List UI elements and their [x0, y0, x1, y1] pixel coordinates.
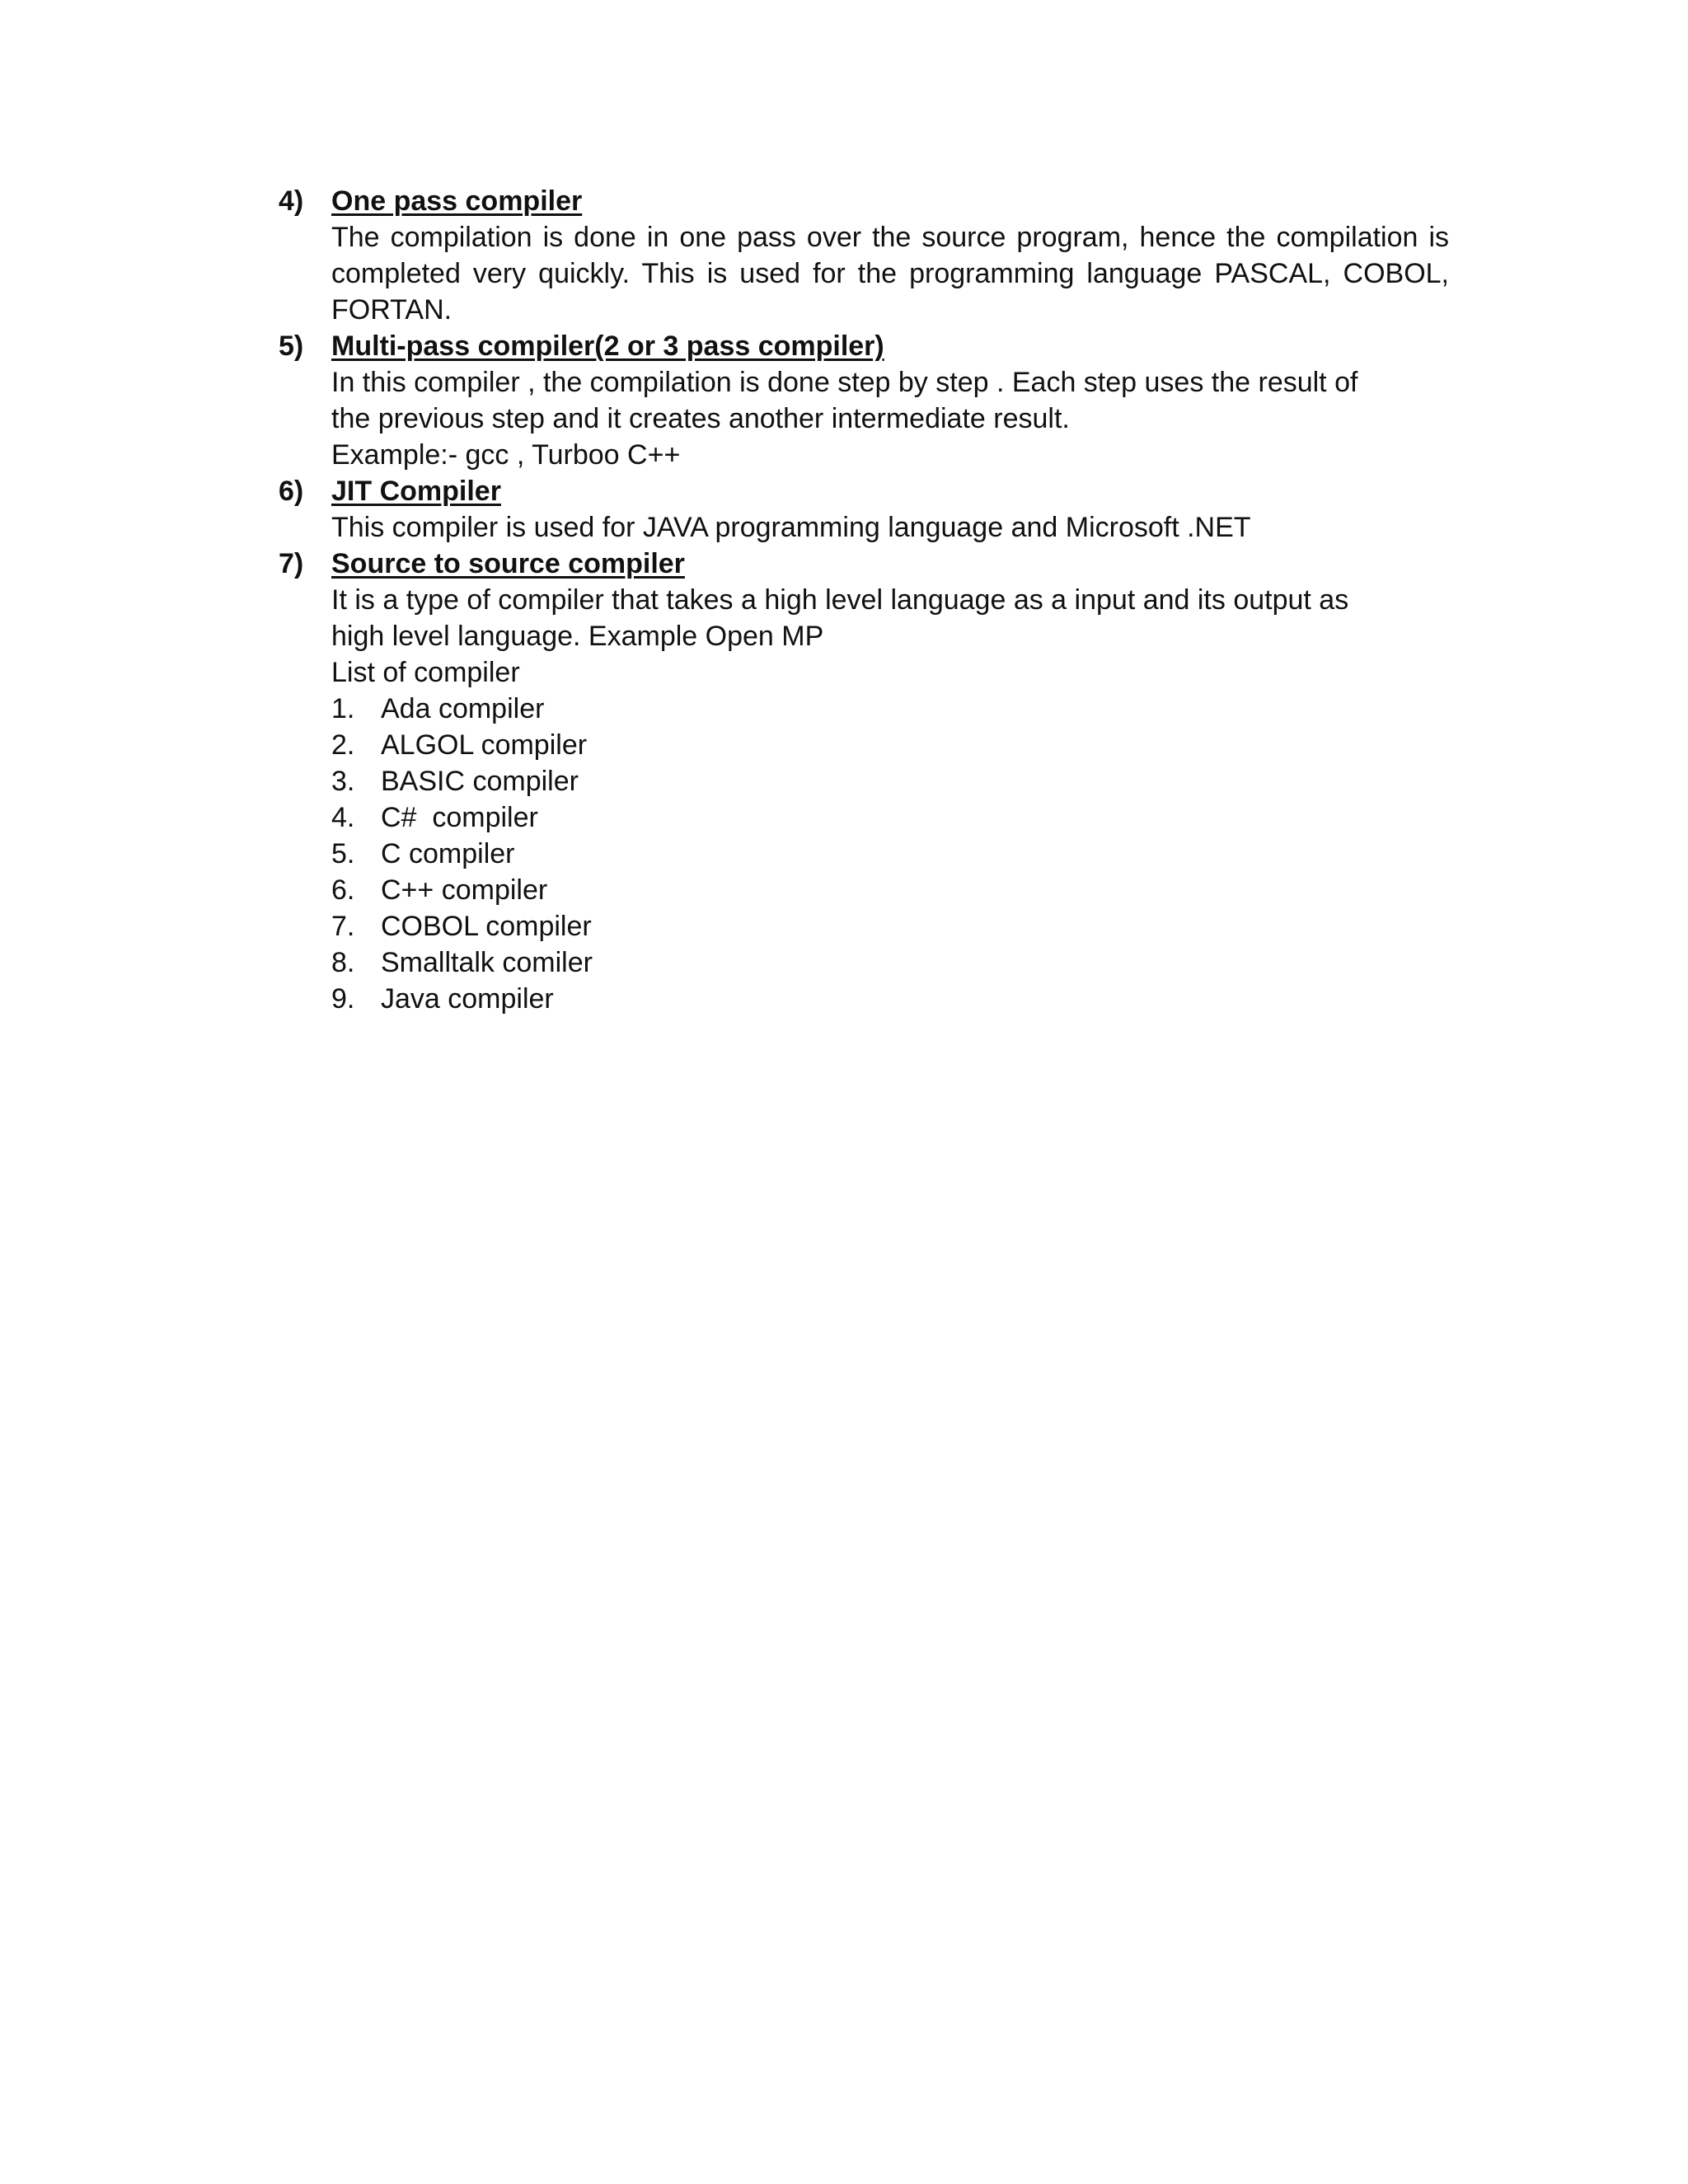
list-item-label: ALGOL compiler	[381, 729, 588, 761]
section-heading	[279, 473, 1449, 509]
list-item-label: Java compiler	[381, 983, 554, 1015]
section-jit-compiler	[279, 473, 1449, 546]
list-item-label: Smalltalk comiler	[381, 947, 593, 978]
list-item-label: BASIC compiler	[381, 766, 579, 797]
section-number: 5)	[279, 330, 304, 362]
section-one-pass-compiler	[279, 183, 1449, 328]
list-item-number: 3.	[331, 766, 355, 797]
list-item	[331, 799, 1400, 836]
list-item-number: 2.	[331, 729, 355, 761]
paragraph: It is a type of compiler that takes a high level language as a input and its output as high level language. Example Open MP	[331, 584, 1349, 652]
list-item-label: C compiler	[381, 838, 515, 869]
list-item	[331, 691, 1400, 727]
list-item	[331, 981, 1400, 1017]
list-item-label: COBOL compiler	[381, 911, 592, 942]
compiler-list	[331, 691, 1400, 1017]
section-body	[331, 364, 1449, 473]
list-item-number: 9.	[331, 983, 355, 1015]
section-title: JIT Compiler	[331, 476, 501, 507]
list-item-number: 6.	[331, 874, 355, 906]
section-title: One pass compiler	[331, 185, 583, 217]
section-heading	[279, 328, 1449, 364]
section-body	[331, 509, 1449, 546]
list-item-number: 5.	[331, 838, 355, 869]
list-item-number: 1.	[331, 693, 355, 724]
list-item	[331, 836, 1400, 872]
section-body	[331, 219, 1449, 328]
section-body	[331, 582, 1449, 1017]
list-item	[331, 872, 1400, 908]
paragraph: In this compiler , the compilation is done step by step . Each step uses the result of the previous step and it creates another intermediate result.	[331, 367, 1358, 434]
list-item-number: 8.	[331, 947, 355, 978]
list-heading: List of compiler	[331, 657, 520, 688]
section-heading	[279, 546, 1449, 582]
list-item-number: 4.	[331, 802, 355, 833]
paragraph: The compilation is done in one pass over the source program, hence the compilation is completed very quickly. This is used for the programming language PASCAL, COBOL, FORTAN.	[331, 222, 1449, 326]
list-item	[331, 908, 1400, 944]
list-item-label: C# compiler	[381, 802, 538, 833]
list-item	[331, 944, 1400, 981]
page-content	[279, 183, 1449, 1017]
section-number: 7)	[279, 548, 304, 579]
paragraph: This compiler is used for JAVA programming language and Microsoft .NET	[331, 512, 1251, 543]
section-source-to-source-compiler	[279, 546, 1449, 1017]
list-item-number: 7.	[331, 911, 355, 942]
section-number: 4)	[279, 185, 304, 217]
list-item	[331, 727, 1400, 763]
list-item-label: Ada compiler	[381, 693, 545, 724]
paragraph-example: Example:- gcc , Turboo C++	[331, 439, 681, 471]
list-item-label: C++ compiler	[381, 874, 548, 906]
list-item	[331, 763, 1400, 799]
section-title: Multi-pass compiler(2 or 3 pass compiler)	[331, 330, 884, 362]
section-number: 6)	[279, 476, 304, 507]
section-title: Source to source compiler	[331, 548, 685, 579]
section-heading	[279, 183, 1449, 219]
section-multi-pass-compiler	[279, 328, 1449, 473]
